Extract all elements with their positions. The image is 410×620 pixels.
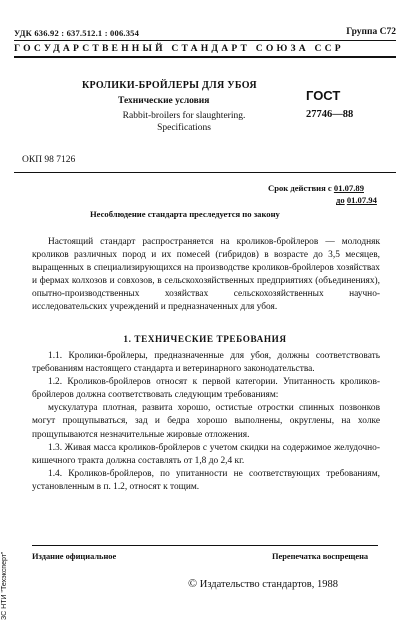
- validity-to-label: до: [336, 195, 345, 205]
- divider-rule: [14, 172, 396, 173]
- reprint-prohibited: Перепечатка воспрещена: [272, 552, 369, 561]
- copyright: [188, 576, 338, 591]
- standard-subtitle-ru: Технические условия: [118, 96, 210, 106]
- udk-code: УДК 636.92 : 637.512.1 : 006.354: [14, 28, 140, 38]
- standard-title-en: [104, 110, 264, 134]
- title-en-line-1: Rabbit-broilers for slaughtering.: [122, 111, 246, 121]
- intro-paragraph: Настоящий стандарт распространяется на кроликов-бройлеров — молодняк кроликов различных пород и их помесей (гибридов) в возрасте до 3,5 месяцев, выращенных в специализирующихся на производстве кроликов-бройлеров хозяйствах и фермах колхозов и совхозов, в сельскохозяйственных предприятиях (объединениях), опытно-производственных хозяйствах сельскохозяйственных научно-исследовательских учреждений и предназначенных для убоя.: [32, 237, 380, 313]
- sidebar-stamp: ЗС НТИ "Техэксперт": [1, 551, 8, 620]
- header-rule-thin: [14, 40, 396, 41]
- copyright-text: Издательство стандартов, 1988: [199, 579, 338, 590]
- header-rule-thick: [14, 56, 396, 58]
- gost-label: ГОСТ: [306, 88, 341, 103]
- clause-1-2-requirements: мускулатура плотная, развита хорошо, остистые отростки спинных позвонков могут прощупываться, зад и бедра хорошо выполнены, округлены, на холке прощупываются незначительные жировые отложения.: [32, 403, 380, 440]
- footer-rule: [32, 545, 378, 546]
- intro-text: [32, 236, 380, 315]
- validity-label: Срок действия с: [268, 183, 332, 193]
- clause-1-4: 1.4. Кроликов-бройлеров, по упитанности не соответствующих требованиям, установленным в п. 1.2, относят к тощим.: [32, 468, 380, 492]
- validity-period: [268, 182, 377, 206]
- clause-1-3: 1.3. Живая масса кроликов-бройлеров с учетом скидки на содержимое желудочно-кишечного тракта должна составлять от 1,8 до 2,4 кг.: [32, 442, 380, 466]
- official-edition: Издание официальное: [32, 552, 117, 561]
- standard-title-ru: КРОЛИКИ-БРОЙЛЕРЫ ДЛЯ УБОЯ: [82, 80, 257, 91]
- copyright-icon: ©: [188, 576, 198, 590]
- validity-to: 01.07.94: [346, 195, 377, 205]
- validity-from: 01.07.89: [333, 183, 364, 193]
- okp-code: ОКП 98 7126: [22, 155, 76, 165]
- gost-number: 27746—88: [306, 109, 354, 120]
- violation-notice: Несоблюдение стандарта преследуется по закону: [90, 209, 280, 219]
- section-title: 1. ТЕХНИЧЕСКИЕ ТРЕБОВАНИЯ: [123, 334, 287, 344]
- clause-1-1: 1.1. Кролики-бройлеры, предназначенные для убоя, должны соответствовать требованиям настоящего стандарта и ветеринарного законодательства.: [32, 351, 380, 375]
- state-standard-heading: ГОСУДАРСТВЕННЫЙ СТАНДАРТ СОЮЗА ССР: [14, 43, 344, 54]
- clause-1-2: 1.2. Кроликов-бройлеров относят к первой категории. Упитанность кроликов-бройлеров должна соответствовать следующим требованиям:: [32, 377, 380, 401]
- title-en-line-2: Specifications: [157, 123, 211, 133]
- clauses-text: [32, 350, 380, 494]
- group-code: Группа С72: [346, 27, 396, 37]
